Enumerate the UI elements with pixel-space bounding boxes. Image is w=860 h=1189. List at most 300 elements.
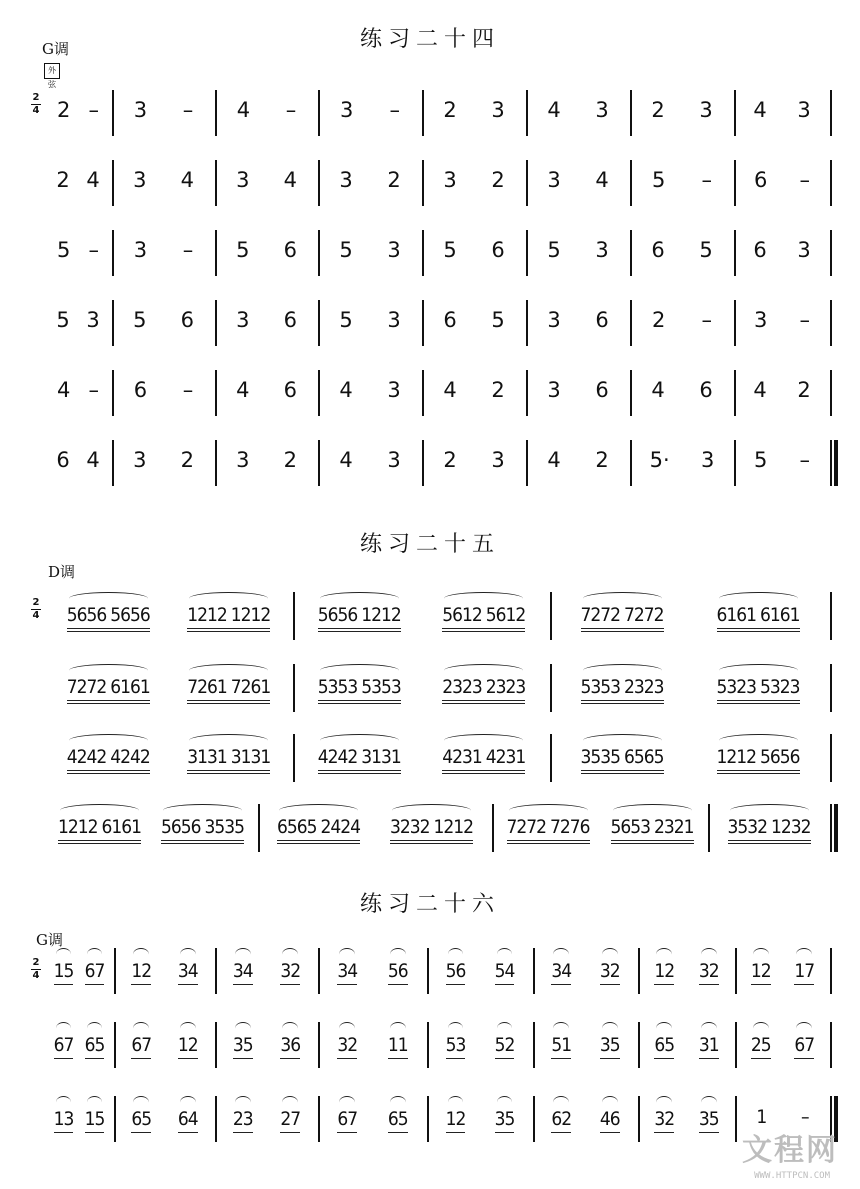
beam [277, 840, 360, 841]
slur [180, 1096, 196, 1109]
barline [427, 1022, 429, 1068]
note: 3 [700, 448, 715, 472]
slur [320, 592, 399, 605]
barline [215, 370, 217, 416]
barline [112, 370, 114, 416]
measure [426, 300, 522, 340]
barline [830, 948, 832, 994]
barline [114, 948, 116, 994]
note: 32 [698, 960, 719, 982]
note-group [551, 1102, 571, 1130]
note: 6 [595, 378, 609, 402]
note: 3 [547, 378, 561, 402]
time-signature-bottom: 4 [32, 970, 40, 981]
beam [54, 984, 74, 985]
note: 2 [387, 168, 401, 192]
slur [339, 948, 355, 961]
note: 4 [753, 378, 767, 402]
measure [537, 1096, 634, 1136]
beam [280, 984, 300, 985]
beam [699, 1132, 719, 1133]
measure [634, 230, 730, 270]
note: 13 [53, 1108, 74, 1130]
note-group [442, 598, 525, 626]
note: 6 [595, 308, 609, 332]
slur [163, 804, 242, 817]
barline [550, 592, 552, 640]
note-group [233, 1028, 253, 1056]
beam [442, 770, 525, 771]
slur [753, 1022, 769, 1035]
slur [282, 1096, 298, 1109]
staff-line [30, 90, 840, 136]
note: 67 [337, 1108, 358, 1130]
exercise-25-title: 练习二十五 [359, 532, 500, 557]
note: 67 [131, 1034, 152, 1056]
note-group [161, 810, 244, 838]
note: 5323 [716, 676, 756, 698]
slur [339, 1022, 355, 1035]
beam [717, 773, 800, 774]
barline [427, 948, 429, 994]
note: 3232 [390, 816, 430, 838]
beam [318, 703, 401, 704]
note: 2323 [624, 676, 664, 698]
beam [654, 984, 674, 985]
note: 6 [753, 238, 767, 262]
note: 1 [756, 1106, 767, 1128]
note: 4 [236, 378, 250, 402]
slur [444, 734, 523, 747]
staff-line [30, 1022, 840, 1068]
note: 3 [595, 238, 609, 262]
note: – [799, 168, 810, 192]
slur [656, 1022, 672, 1035]
beam [442, 703, 525, 704]
note-group [131, 954, 151, 982]
staff-line [30, 300, 840, 346]
note-group [717, 598, 800, 626]
barline [215, 1096, 217, 1142]
note: 5 [491, 308, 505, 332]
note: 5653 [610, 816, 650, 838]
slur [189, 592, 268, 605]
barline [215, 300, 217, 346]
note-group [611, 810, 694, 838]
note: – [285, 98, 297, 122]
beam [318, 631, 401, 632]
note-group [54, 1028, 74, 1056]
note: 12 [750, 960, 771, 982]
note: 46 [599, 1108, 620, 1130]
slur [282, 948, 298, 961]
measure [712, 804, 826, 844]
measure [219, 90, 314, 130]
barline [215, 1022, 217, 1068]
time-signature-top: 2 [32, 92, 40, 103]
beam [337, 984, 357, 985]
note: 6565 [277, 816, 317, 838]
note: 5323 [760, 676, 800, 698]
note-group [654, 1028, 674, 1056]
slur [56, 948, 72, 961]
slur [69, 664, 148, 677]
measure [48, 300, 108, 340]
note: 2323 [485, 676, 526, 698]
slur [235, 1096, 251, 1109]
note: 6 [56, 448, 70, 472]
note: 6 [283, 308, 297, 332]
note-group [699, 1102, 719, 1130]
note: 4 [339, 448, 353, 472]
measure [48, 370, 108, 410]
note: 6161 [101, 816, 141, 838]
note-group [178, 954, 198, 982]
exercise-24-key: G调 [42, 40, 69, 58]
note-group [507, 810, 590, 838]
measure [738, 300, 826, 340]
barline [215, 160, 217, 206]
note-group [85, 1028, 105, 1056]
beam [600, 984, 620, 985]
beam [67, 631, 150, 632]
note-group [233, 954, 253, 982]
beam [728, 840, 811, 841]
slur [701, 1096, 717, 1109]
note: 51 [551, 1034, 572, 1056]
measure [322, 230, 418, 270]
measure [322, 90, 418, 130]
note: 1232 [771, 816, 811, 838]
beam [581, 703, 664, 704]
barline [830, 300, 832, 346]
slur [730, 804, 809, 817]
note: 1212 [433, 816, 473, 838]
time-signature-top: 2 [32, 597, 40, 608]
barline [422, 370, 424, 416]
note: – [182, 378, 194, 402]
note: 3532 [727, 816, 767, 838]
note: 3 [491, 98, 505, 122]
slur [87, 1096, 103, 1109]
beam [187, 703, 270, 704]
note: 6161 [110, 676, 150, 698]
slur [69, 592, 148, 605]
note: 62 [551, 1108, 572, 1130]
beam [581, 700, 664, 701]
note: 65 [131, 1108, 152, 1130]
slur [56, 1096, 72, 1109]
beam [507, 843, 590, 844]
note: 3 [236, 168, 250, 192]
note: 4 [547, 98, 561, 122]
slur [390, 1096, 406, 1109]
measure [322, 948, 423, 988]
measure [322, 440, 418, 480]
note-group [388, 1028, 408, 1056]
barline [422, 230, 424, 276]
measure [738, 90, 826, 130]
barline-thick [834, 440, 838, 486]
note: 65 [387, 1108, 408, 1130]
barline [630, 440, 632, 486]
slur [613, 804, 692, 817]
beam [717, 628, 800, 629]
beam [446, 984, 466, 985]
note: 35 [599, 1034, 620, 1056]
note: – [701, 308, 712, 332]
slur [444, 592, 523, 605]
slur [133, 1096, 149, 1109]
beam [611, 840, 694, 841]
measure [48, 440, 108, 480]
note: 1212 [361, 604, 401, 626]
note: 32 [337, 1034, 358, 1056]
beam [131, 1132, 151, 1133]
slur [753, 948, 769, 961]
measure [738, 440, 826, 480]
slur [69, 734, 148, 747]
measure [530, 370, 626, 410]
note: 5353 [317, 676, 358, 698]
beam [318, 770, 401, 771]
beam [58, 840, 141, 841]
note: 17 [794, 960, 815, 982]
note: 2 [797, 378, 811, 402]
note: 2 [491, 168, 505, 192]
note: 12 [131, 960, 152, 982]
measure [554, 734, 826, 774]
slur [602, 948, 618, 961]
staff-line [30, 370, 840, 416]
measure [48, 230, 108, 270]
note-group [600, 1028, 620, 1056]
measure [219, 230, 314, 270]
note: 3535 [580, 746, 620, 768]
measure [634, 370, 730, 410]
note: 4 [57, 378, 71, 402]
note: 27 [280, 1108, 301, 1130]
note: 3 [547, 168, 561, 192]
slur [796, 948, 812, 961]
beam [178, 1132, 198, 1133]
beam [611, 843, 694, 844]
note: 2 [651, 98, 665, 122]
slur [497, 1096, 513, 1109]
note: 5 [133, 308, 147, 332]
exercise-24-title: 练习二十四 [359, 27, 500, 52]
note: 35 [698, 1108, 719, 1130]
note-group [388, 1102, 408, 1130]
note-group [446, 954, 466, 982]
barline [830, 664, 832, 712]
barline [318, 948, 320, 994]
note-group [187, 598, 270, 626]
beam [446, 1058, 466, 1059]
measure [118, 1022, 211, 1062]
beam [233, 1132, 253, 1133]
barline [526, 370, 528, 416]
barline [318, 440, 320, 486]
note: 4231 [485, 746, 526, 768]
measure [48, 592, 289, 632]
beam [581, 773, 664, 774]
measure [48, 1022, 110, 1062]
bowing-mark: 外弦 [44, 63, 60, 79]
note-group [794, 954, 814, 982]
note-group [337, 954, 357, 982]
barline [630, 90, 632, 136]
note: 6 [283, 378, 297, 402]
note: 2 [56, 168, 70, 192]
note: 2 [595, 448, 609, 472]
note: 5 [236, 238, 250, 262]
barline [533, 1022, 535, 1068]
slur [719, 592, 798, 605]
beam [277, 843, 360, 844]
measure [496, 804, 704, 844]
beam [233, 984, 253, 985]
note-group [187, 740, 270, 768]
note: 5 [56, 308, 70, 332]
note: 6161 [760, 604, 800, 626]
note: 5656 [317, 604, 358, 626]
note-group [318, 598, 401, 626]
beam [751, 984, 771, 985]
note-group [600, 954, 620, 982]
note-group [699, 1028, 719, 1056]
note: 3 [86, 308, 100, 332]
measure [322, 160, 418, 200]
note: 4242 [110, 746, 150, 768]
note: – [88, 378, 99, 402]
barline [735, 1022, 737, 1068]
note-group [751, 954, 771, 982]
barline [215, 440, 217, 486]
note: 6 [443, 308, 457, 332]
staff-line [30, 664, 840, 712]
note-group [581, 740, 664, 768]
beam [161, 843, 244, 844]
measure [426, 230, 522, 270]
measure [116, 160, 211, 200]
slur [719, 734, 798, 747]
note: 67 [53, 1034, 74, 1056]
note: 4 [753, 98, 767, 122]
measure [426, 440, 522, 480]
barline [427, 1096, 429, 1142]
barline [112, 90, 114, 136]
slur [509, 804, 588, 817]
barline [830, 160, 832, 206]
measure [738, 230, 826, 270]
slur [180, 1022, 196, 1035]
note-group [699, 954, 719, 982]
measure [530, 300, 626, 340]
note: 3535 [204, 816, 244, 838]
measure [48, 948, 110, 988]
barline [708, 804, 710, 852]
beam [337, 1132, 357, 1133]
beam [442, 628, 525, 629]
note: 34 [177, 960, 198, 982]
measure [219, 300, 314, 340]
staff-line [30, 734, 840, 782]
note: 5 [547, 238, 561, 262]
note: 32 [599, 960, 620, 982]
measure [48, 734, 289, 774]
barline [830, 734, 832, 782]
measure [537, 1022, 634, 1062]
note: 6 [491, 238, 505, 262]
staff-line [30, 1096, 840, 1142]
barline [112, 230, 114, 276]
note: 3 [797, 98, 811, 122]
time-signature-bottom: 4 [32, 610, 40, 621]
note: 2 [491, 378, 505, 402]
note: – [801, 1106, 809, 1128]
staff-line [30, 160, 840, 206]
note-group [280, 1028, 300, 1056]
barline [318, 90, 320, 136]
note: 4 [595, 168, 609, 192]
measure [297, 734, 546, 774]
barline [734, 160, 736, 206]
note-group [600, 1102, 620, 1130]
note-group [495, 954, 515, 982]
note: 5656 [66, 604, 107, 626]
slur [656, 948, 672, 961]
barline [630, 300, 632, 346]
measure [431, 948, 529, 988]
note-group [178, 1028, 198, 1056]
note: 4 [339, 378, 353, 402]
note: 3 [133, 168, 147, 192]
barline [526, 160, 528, 206]
note: 3 [547, 308, 561, 332]
barline [526, 230, 528, 276]
barline [526, 440, 528, 486]
beam [446, 1132, 466, 1133]
measure [118, 1096, 211, 1136]
note: 5 [339, 238, 353, 262]
final-barline [830, 440, 838, 486]
measure [322, 300, 418, 340]
note: 32 [280, 960, 301, 982]
note: 5353 [361, 676, 401, 698]
barline [492, 804, 494, 852]
exercise-26-key: G调 [36, 931, 63, 949]
slur [583, 734, 662, 747]
note: 3 [236, 448, 250, 472]
measure [530, 230, 626, 270]
note: 5 [699, 238, 713, 262]
note-group [178, 1102, 198, 1130]
beam [187, 773, 270, 774]
measure [48, 90, 108, 130]
measure [642, 948, 731, 988]
note-group [337, 1028, 357, 1056]
note: 1212 [230, 604, 271, 626]
barline [830, 370, 832, 416]
note: 6565 [624, 746, 664, 768]
note-group [390, 810, 473, 838]
note: 5656 [760, 746, 800, 768]
measure [537, 948, 634, 988]
note-group [54, 954, 74, 982]
slur [87, 948, 103, 961]
note: 34 [232, 960, 253, 982]
